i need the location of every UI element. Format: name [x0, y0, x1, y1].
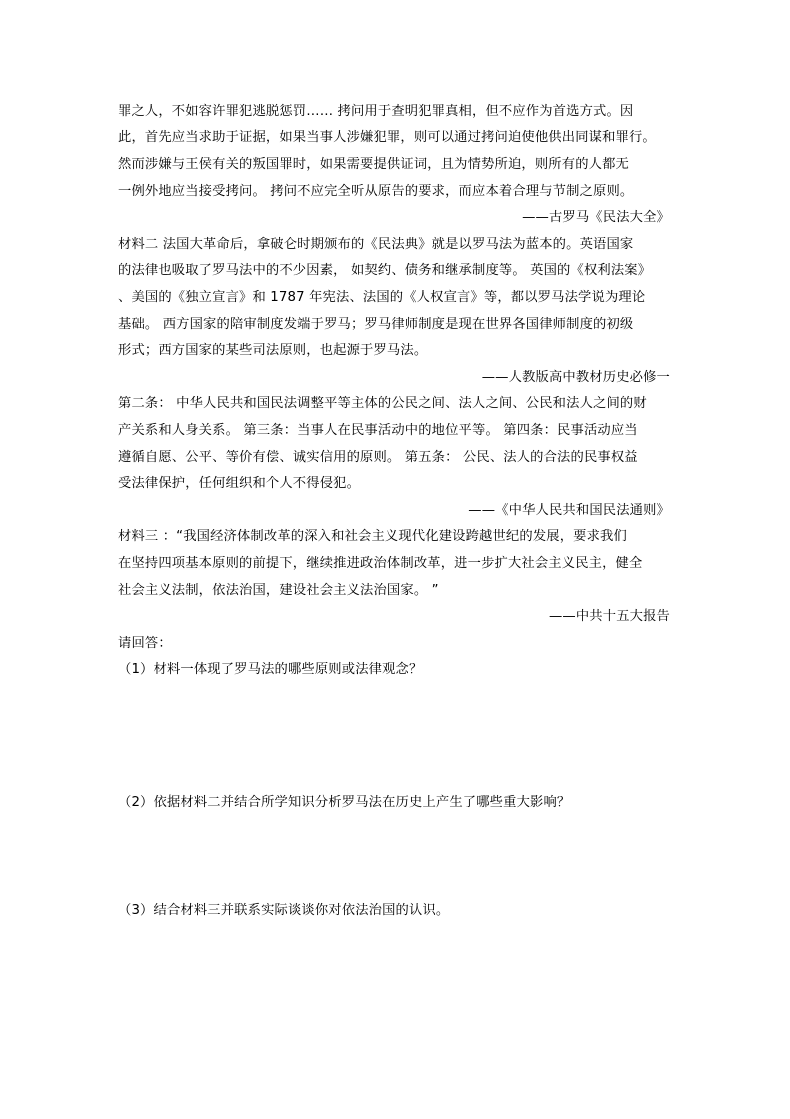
question-2: （2）依据材料二并结合所学知识分析罗马法在历史上产生了哪些重大影响？: [118, 795, 571, 810]
question-1: （1）材料一体现了罗马法的哪些原则或法律观念？: [118, 662, 423, 677]
material1-source: ——古罗马《民法大全》: [522, 210, 670, 225]
civil-law-line: 产关系和人身关系。 第三条：当事人在民事活动中的地位平等。 第四条：民事活动应当: [118, 423, 638, 438]
material1-line: 此，首先应当求助于证据，如果当事人涉嫌犯罪，则可以通过拷问迫使他供出同谋和罪行。: [118, 130, 656, 145]
civil-law-source: ——《中华人民共和国民法通则》: [468, 503, 670, 518]
answer-prompt: 请回答：: [118, 636, 172, 651]
civil-law-line: 遵循自愿、公平、等价有偿、诚实信用的原则。 第五条： 公民、法人的合法的民事权益: [118, 450, 638, 465]
material2-line: 的法律也吸取了罗马法中的不少因素， 如契约、债务和继承制度等。 英国的《权利法案》: [118, 263, 652, 278]
civil-law-line: 第二条： 中华人民共和国民法调整平等主体的公民之间、法人之间、公民和法人之间的财: [118, 396, 647, 411]
material2-source: ——人教版高中教材历史必修一: [481, 370, 670, 385]
material2-line: 基础。 西方国家的陪审制度发端于罗马；罗马律师制度是现在世界各国律师制度的初级: [118, 317, 634, 332]
question-3: （3）结合材料三并联系实际谈谈你对依法治国的认识。: [118, 903, 450, 918]
material3-source: ——中共十五大报告: [548, 609, 670, 624]
material2-line: 材料二 法国大革命后，拿破仑时期颁布的《民法典》就是以罗马法为蓝本的。英语国家: [118, 237, 634, 252]
material1-line: 一例外地应当接受拷问。 拷问不应完全听从原告的要求，而应本着合理与节制之原则。: [118, 184, 634, 199]
material3-line: 社会主义法制，依法治国，建设社会主义法治国家。 ”: [118, 583, 439, 598]
material2-line: 、美国的《独立宣言》和 1787 年宪法、法国的《人权宣言》等，都以罗马法学说为理论: [118, 290, 646, 305]
civil-law-line: 受法律保护，任何组织和个人不得侵犯。: [118, 476, 361, 491]
material3-line: 材料三 ：“我国经济体制改革的深入和社会主义现代化建设跨越世纪的发展，要求我们: [118, 529, 627, 544]
material3-line: 在坚持四项基本原则的前提下，继续推进政治体制改革，进一步扩大社会主义民主，健全: [118, 556, 643, 571]
material1-line: 然而涉嫌与王侯有关的叛国罪时，如果需要提供证词，且为情势所迫，则所有的人都无: [118, 157, 629, 172]
material2-line: 形式；西方国家的某些司法原则，也起源于罗马法。: [118, 343, 428, 358]
material1-line: 罪之人，不如容许罪犯逃脱惩罚…… 拷问用于查明犯罪真相，但不应作为首选方式。因: [118, 104, 634, 119]
